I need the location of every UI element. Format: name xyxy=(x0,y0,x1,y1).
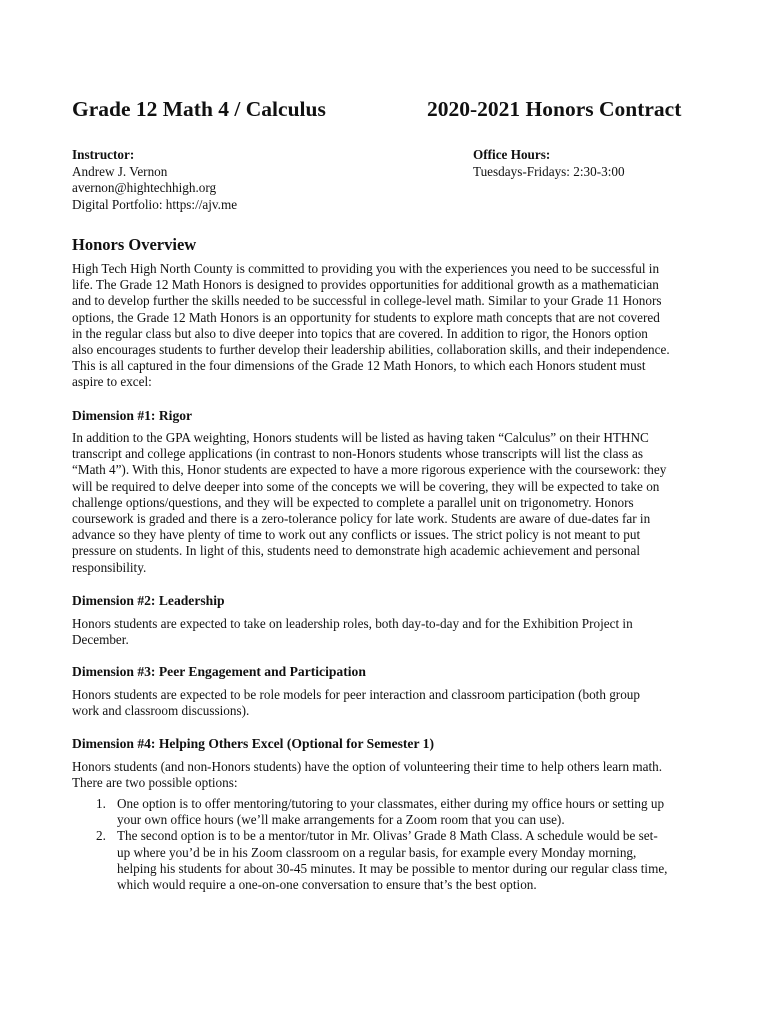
dimension3-line: Honors students are expected to be role models for peer interaction and classroom participation (both group xyxy=(72,687,640,702)
overview-paragraph xyxy=(72,261,700,391)
dimension1-line: “Math 4”). With this, Honor students are expected to have a more rigorous experience with the coursework: they xyxy=(72,462,667,478)
overview-line: This is all captured in the four dimensions of the Grade 12 Math Honors, to which each Honors student must xyxy=(72,358,646,374)
office-hours-info xyxy=(473,147,625,180)
instructor-name: Andrew J. Vernon xyxy=(72,163,168,179)
overview-line: aspire to excel: xyxy=(72,374,152,390)
dimension2-heading: Dimension #2: Leadership xyxy=(72,593,225,608)
dimension1-line: transcript and college applications (in contrast to non-Honors students whose transcripts will list the class as xyxy=(72,446,643,462)
list-item xyxy=(72,828,700,893)
instructor-label: Instructor: xyxy=(72,147,135,162)
course-title: Grade 12 Math 4 / Calculus xyxy=(72,97,326,121)
dimension1-line: coursework is graded and there is a zero-tolerance policy for late work. Students are aware of due-dates far in xyxy=(72,511,651,527)
dimension4-line: Honors students (and non-Honors students) have the option of volunteering their time to help others learn math. xyxy=(72,759,663,774)
title-row xyxy=(72,95,700,125)
list-item-line: your own office hours (we’ll make arrangements for a Zoom room that you can use). xyxy=(117,812,565,828)
list-item-line: The second option is to be a mentor/tutor in Mr. Olivas’ Grade 8 Math Class. A schedule would be set- xyxy=(117,828,658,844)
dimension1-line: pressure on students. In light of this, students need to demonstrate high academic achievement and personal xyxy=(72,543,641,559)
overview-heading: Honors Overview xyxy=(72,235,197,254)
office-hours-label: Office Hours: xyxy=(473,147,551,162)
dimension2-paragraph xyxy=(72,616,700,648)
instructor-email: avernon@hightechhigh.org xyxy=(72,180,217,195)
overview-line: also encourages students to further develop their leadership abilities, collaboration skills, and their independence. xyxy=(72,342,670,358)
overview-line: options, the Grade 12 Math Honors is an opportunity for students to explore math concepts that are not covered xyxy=(72,309,660,325)
dimension1-line: In addition to the GPA weighting, Honors students will be listed as having taken “Calculus” on their HTHNC xyxy=(72,430,649,445)
contract-title: 2020-2021 Honors Contract xyxy=(427,97,682,121)
instructor-info xyxy=(72,147,237,213)
list-item-line: which would require a one-on-one conversation to ensure that’s the best option. xyxy=(117,877,537,893)
dimension4-line: There are two possible options: xyxy=(72,775,238,791)
dimension4-heading: Dimension #4: Helping Others Excel (Optional for Semester 1) xyxy=(72,736,434,751)
dimension2-line: December. xyxy=(72,632,129,648)
list-item xyxy=(72,796,700,828)
dimension3-paragraph xyxy=(72,687,700,719)
dimension1-heading: Dimension #1: Rigor xyxy=(72,408,193,423)
options-list xyxy=(72,796,700,893)
dimension1-line: will be required to delve deeper into some of the concepts we will be covering, they will be expected to take on xyxy=(72,478,660,494)
dimension4-paragraph xyxy=(72,759,700,791)
dimension1-line: responsibility. xyxy=(72,559,147,575)
dimension3-heading: Dimension #3: Peer Engagement and Participation xyxy=(72,664,366,679)
dimension1-paragraph xyxy=(72,430,700,576)
dimension1-line: challenge options/questions, and they will be expected to complete a parallel unit on trigonometry. Honors xyxy=(72,494,634,510)
office-hours-value: Tuesdays-Fridays: 2:30-3:00 xyxy=(473,163,625,179)
overview-line: life. The Grade 12 Math Honors is designed to provides opportunities for additional growth as a mathematician xyxy=(72,277,659,293)
dimension1-line: advance so they have plenty of time to work out any conflicts or issues. The strict policy is not meant to put xyxy=(72,527,641,543)
overview-line: High Tech High North County is committed to providing you with the experiences you need to be successful in xyxy=(72,261,660,276)
instructor-portfolio: Digital Portfolio: https://ajv.me xyxy=(72,196,238,212)
overview-line: and to develop further the skills needed to be successful in college-level math. Similar to your Grade 11 Honors xyxy=(72,293,662,309)
dimension3-line: work and classroom discussions). xyxy=(72,703,250,719)
list-item-line: up where you’d be in his Zoom classroom on a regular basis, for example every Monday morning, xyxy=(117,844,637,860)
overview-line: in the regular class but also to dive deeper into topics that are covered. In addition to rigor, the Honors option xyxy=(72,325,648,341)
list-item-number: 2. xyxy=(96,828,106,844)
list-item-line: One option is to offer mentoring/tutoring to your classmates, either during my office hours or setting up xyxy=(117,796,665,811)
list-item-number: 1. xyxy=(96,796,106,811)
list-item-line: helping his students for about 30-45 minutes. It may be possible to mentor during our regular class time, xyxy=(117,860,668,876)
dimension2-line: Honors students are expected to take on leadership roles, both day-to-day and for the Exhibition Project in xyxy=(72,616,633,631)
